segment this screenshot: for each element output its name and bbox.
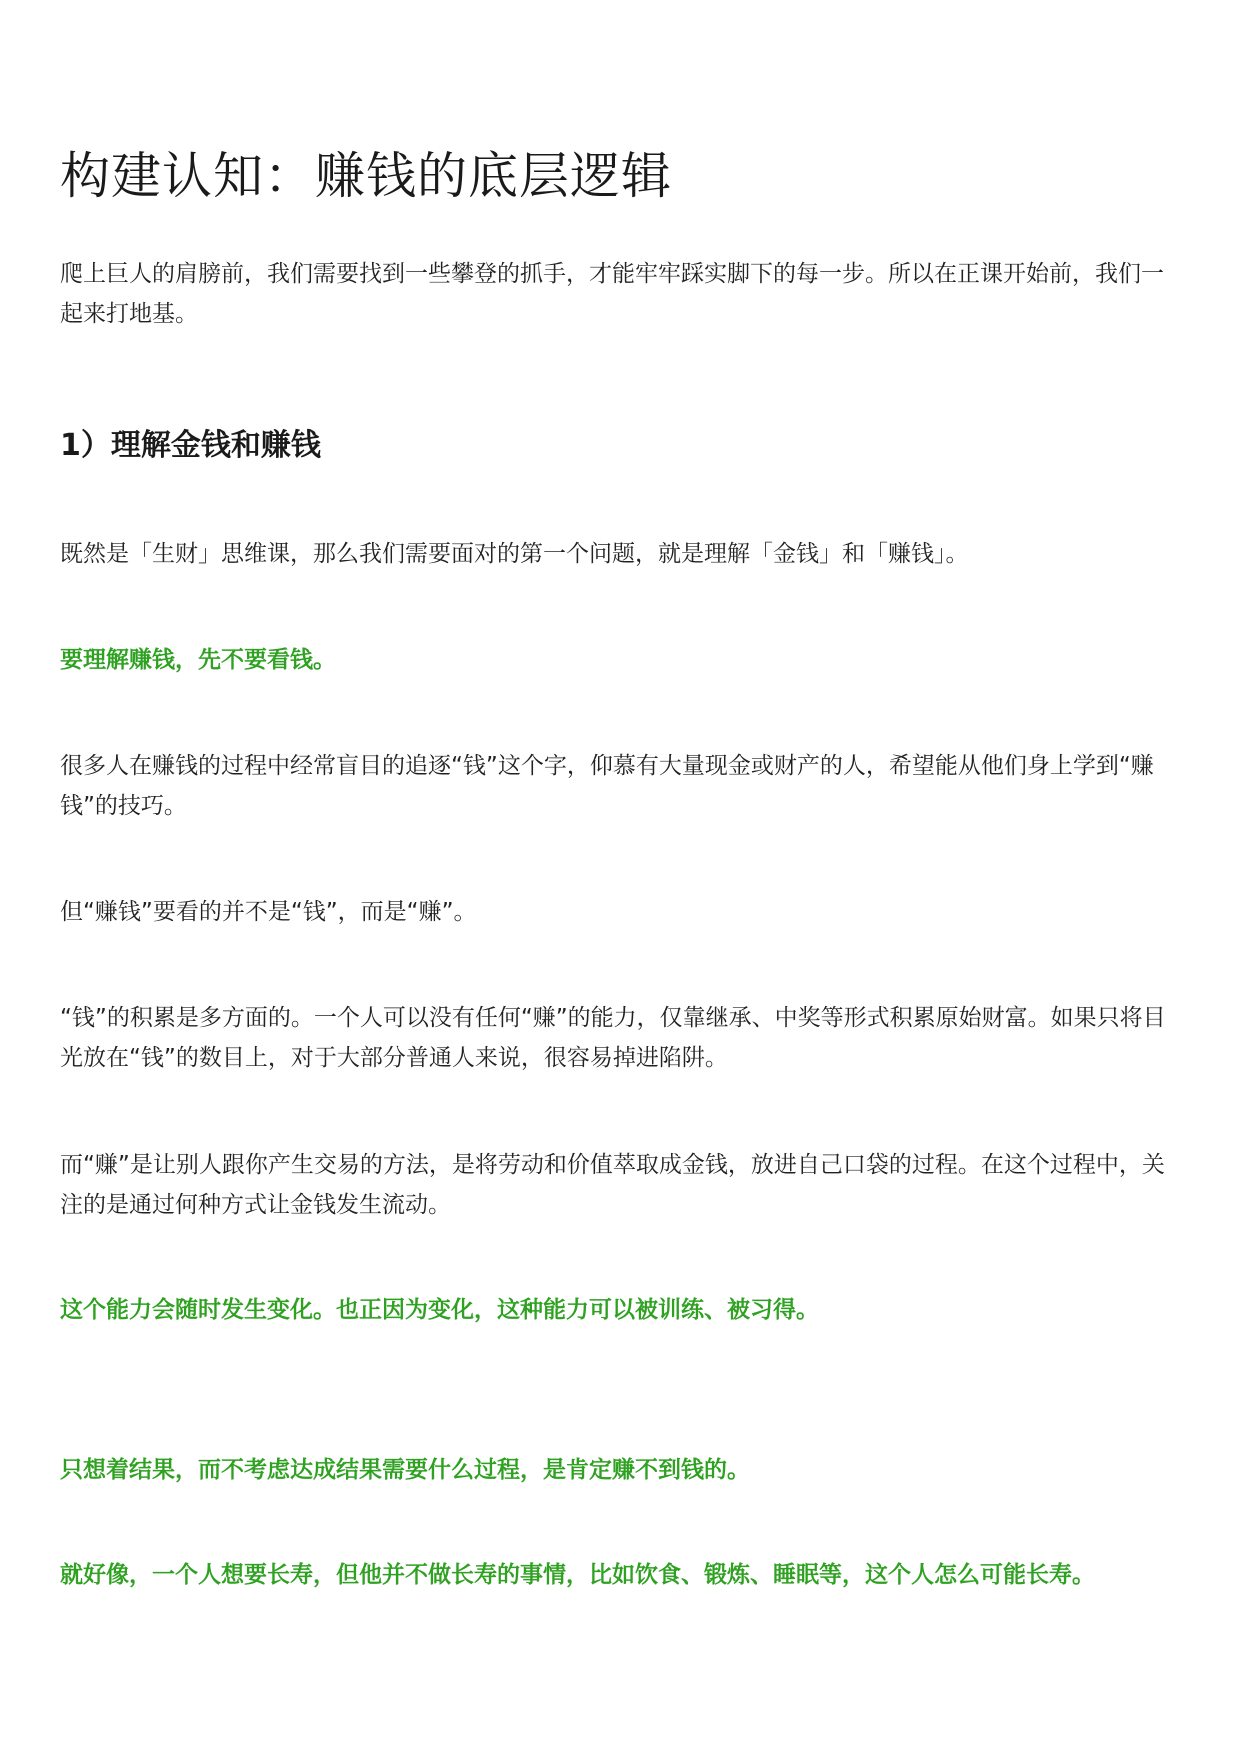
section-heading: 1）理解金钱和赚钱: [60, 428, 321, 463]
highlight-4: 就好像，一个人想要长寿，但他并不做长寿的事情，比如饮食、锻炼、睡眠等，这个人怎么可能长寿。: [60, 1562, 1095, 1588]
highlight-2: 这个能力会随时发生变化。也正因为变化，这种能力可以被训练、被习得。: [60, 1297, 819, 1323]
page-title: 构建认知：赚钱的底层逻辑: [60, 147, 672, 205]
paragraph-4: “钱”的积累是多方面的。一个人可以没有任何“赚”的能力，仅靠继承、中奖等形式积累原始财富。如果只将目光放在“钱”的数目上，对于大部分普通人来说，很容易掉进陷阱。: [60, 1005, 1166, 1071]
paragraph-1: 既然是「生财」思维课，那么我们需要面对的第一个问题，就是理解「金钱」和「赚钱」。: [60, 541, 969, 567]
highlight-3: 只想着结果，而不考虑达成结果需要什么过程，是肯定赚不到钱的。: [60, 1457, 750, 1483]
paragraph-3: 但“赚钱”要看的并不是“钱”，而是“赚”。: [60, 899, 477, 925]
paragraph-5: 而“赚”是让别人跟你产生交易的方法，是将劳动和价值萃取成金钱，放进自己口袋的过程。在这个过程中，关注的是通过何种方式让金钱发生流动。: [60, 1152, 1165, 1218]
highlight-1: 要理解赚钱，先不要看钱。: [60, 647, 336, 673]
intro-paragraph: 爬上巨人的肩膀前，我们需要找到一些攀登的抓手，才能牢牢踩实脚下的每一步。所以在正课开始前，我们一起来打地基。: [60, 261, 1164, 327]
paragraph-2: 很多人在赚钱的过程中经常盲目的追逐“钱”这个字，仰慕有大量现金或财产的人，希望能从他们身上学到“赚钱”的技巧。: [60, 753, 1154, 819]
